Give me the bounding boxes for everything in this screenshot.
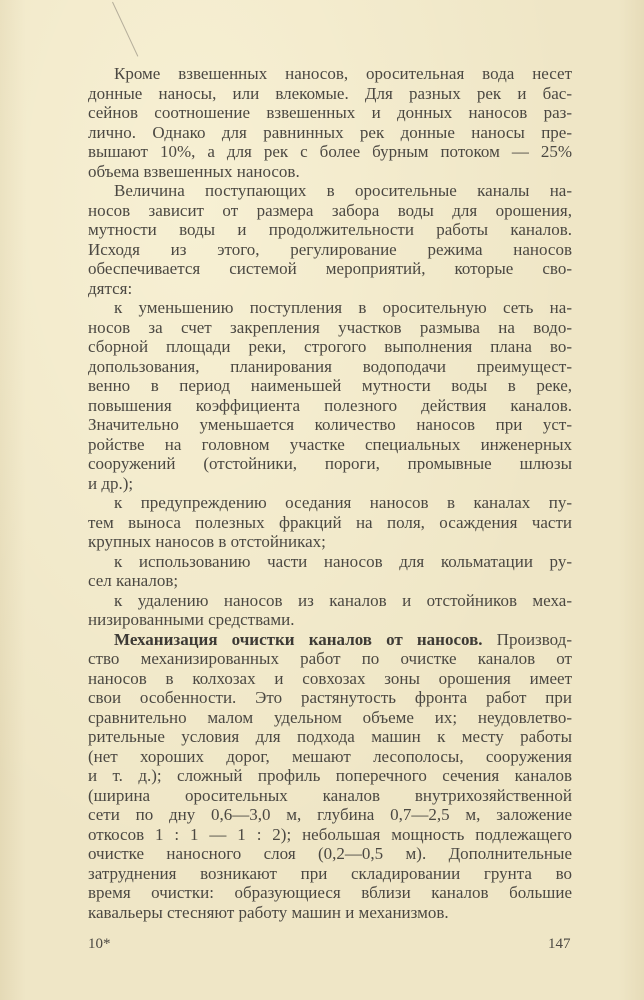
line-text: Производ-	[482, 629, 572, 649]
pencil-mark	[112, 2, 138, 57]
text-line	[88, 532, 572, 552]
text-line	[88, 844, 572, 864]
text-line	[88, 747, 572, 767]
line-text: и т. д.); сложный профиль поперечного сечения каналов	[88, 766, 572, 785]
text-line	[88, 240, 572, 260]
text-line	[88, 883, 572, 903]
text-line	[88, 591, 572, 611]
line-text: свои особенности. Это растянутость фронта работ при	[88, 688, 572, 707]
line-text: донные наносы, или влекомые. Для разных рек и бас-	[88, 83, 572, 103]
text-line	[88, 786, 572, 806]
text-line	[88, 376, 572, 396]
line-text: к уменьшению поступления в оросительную сеть на-	[114, 298, 572, 317]
text-line	[88, 220, 572, 240]
text-line	[88, 84, 572, 104]
text-line	[88, 552, 572, 572]
text-line	[88, 688, 572, 708]
line-text: к предупреждению оседания наносов в каналах пу-	[114, 493, 572, 512]
text-line	[88, 903, 572, 923]
line-text: сборной площади реки, строгого выполнения плана во-	[88, 337, 572, 356]
text-line	[88, 493, 572, 513]
line-text: крупных наносов в отстойниках;	[88, 532, 326, 551]
line-text: ройстве на головном участке специальных инженерных	[88, 434, 572, 454]
text-line	[88, 864, 572, 884]
text-line	[88, 318, 572, 338]
text-line	[88, 727, 572, 747]
body-text	[88, 64, 572, 922]
line-text: Величина поступающих в оросительные каналы на-	[114, 181, 572, 200]
text-line	[88, 474, 572, 494]
text-line	[88, 142, 572, 162]
text-line	[88, 279, 572, 299]
printer-signature: 10*	[88, 936, 111, 952]
text-line	[88, 201, 572, 221]
text-line	[88, 513, 572, 533]
section-heading-line	[88, 630, 572, 650]
text-line	[88, 766, 572, 786]
line-text: повышения коэффициента полезного действия каналов.	[88, 395, 572, 415]
line-text: очистке наносного слоя (0,2—0,5 м). Дополнительные	[88, 844, 572, 863]
line-text: допользования, планирования водоподачи преимущест-	[88, 356, 572, 376]
line-text: венно в период наименьшей мутности воды в реке,	[88, 376, 572, 395]
text-line	[88, 337, 572, 357]
text-line	[88, 649, 572, 669]
line-text: носов зависит от размера забора воды для орошения,	[88, 200, 572, 220]
line-text: (ширина оросительных каналов внутрихозяйственной	[88, 785, 572, 805]
text-line	[88, 162, 572, 182]
section-heading: Механизация очистки каналов от наносов.	[114, 629, 483, 649]
line-text: сети по дну 0,6—3,0 м, глубина 0,7—2,5 м, заложение	[88, 805, 572, 824]
line-text: рительные условия для подхода машин к месту работы	[88, 727, 572, 746]
text-line	[88, 103, 572, 123]
line-text: и др.);	[88, 473, 134, 493]
text-line	[88, 415, 572, 435]
text-line	[88, 259, 572, 279]
line-text: объема взвешенных наносов.	[88, 161, 300, 181]
line-text: (нет хороших дорог, мешают лесополосы, сооружения	[88, 746, 572, 766]
text-line	[88, 571, 572, 591]
text-line	[88, 357, 572, 377]
text-line	[88, 454, 572, 474]
line-text: сейнов соотношение взвешенных и донных наносов раз-	[88, 103, 572, 122]
text-line	[88, 123, 572, 143]
line-text: время очистки: образующиеся вблизи каналов большие	[88, 883, 572, 902]
line-text: тем выноса полезных фракций на поля, осаждения части	[88, 512, 572, 532]
text-line	[88, 825, 572, 845]
text-line	[88, 64, 572, 84]
text-line	[88, 708, 572, 728]
line-text: дятся:	[88, 278, 133, 298]
line-text: ство механизированных работ по очистке каналов от	[88, 649, 572, 668]
line-text: наносов в колхозах и совхозах зоны орошения имеет	[88, 668, 572, 688]
text-line	[88, 396, 572, 416]
text-line	[88, 610, 572, 630]
line-text: Значительно уменьшается количество наносов при уст-	[88, 415, 572, 434]
line-text: низированными средствами.	[88, 610, 295, 629]
text-line	[88, 805, 572, 825]
line-text: затруднения возникают при складировании грунта во	[88, 863, 572, 883]
line-text: кавальеры стесняют работу машин и механизмов.	[88, 902, 449, 922]
line-text: лично. Однако для равнинных рек донные наносы пре-	[88, 122, 572, 142]
text-line	[88, 298, 572, 318]
text-line	[88, 669, 572, 689]
line-text: вышают 10%, а для рек с более бурным потоком — 25%	[88, 142, 572, 161]
line-text: откосов 1 : 1 — 1 : 2); небольшая мощность подлежащего	[88, 824, 572, 844]
line-text: сел каналов;	[88, 571, 179, 590]
line-text: к использованию части наносов для кольматации ру-	[114, 551, 572, 571]
text-line	[88, 435, 572, 455]
line-text: сооружений (отстойники, пороги, промывные шлюзы	[88, 454, 572, 473]
line-text: к удалению наносов из каналов и отстойников меха-	[114, 590, 572, 610]
line-text: мутности воды и продолжительности работы каналов.	[88, 220, 572, 239]
page-number: 147	[548, 936, 571, 952]
line-text: Кроме взвешенных наносов, оросительная вода несет	[114, 64, 572, 83]
line-text: носов за счет закрепления участков размыва на водо-	[88, 317, 572, 337]
line-text: обеспечивается системой мероприятий, которые сво-	[88, 259, 572, 278]
text-line	[88, 181, 572, 201]
line-text: сравнительно малом удельном объеме их; неудовлетво-	[88, 707, 572, 727]
line-text: Исходя из этого, регулирование режима наносов	[88, 239, 572, 259]
